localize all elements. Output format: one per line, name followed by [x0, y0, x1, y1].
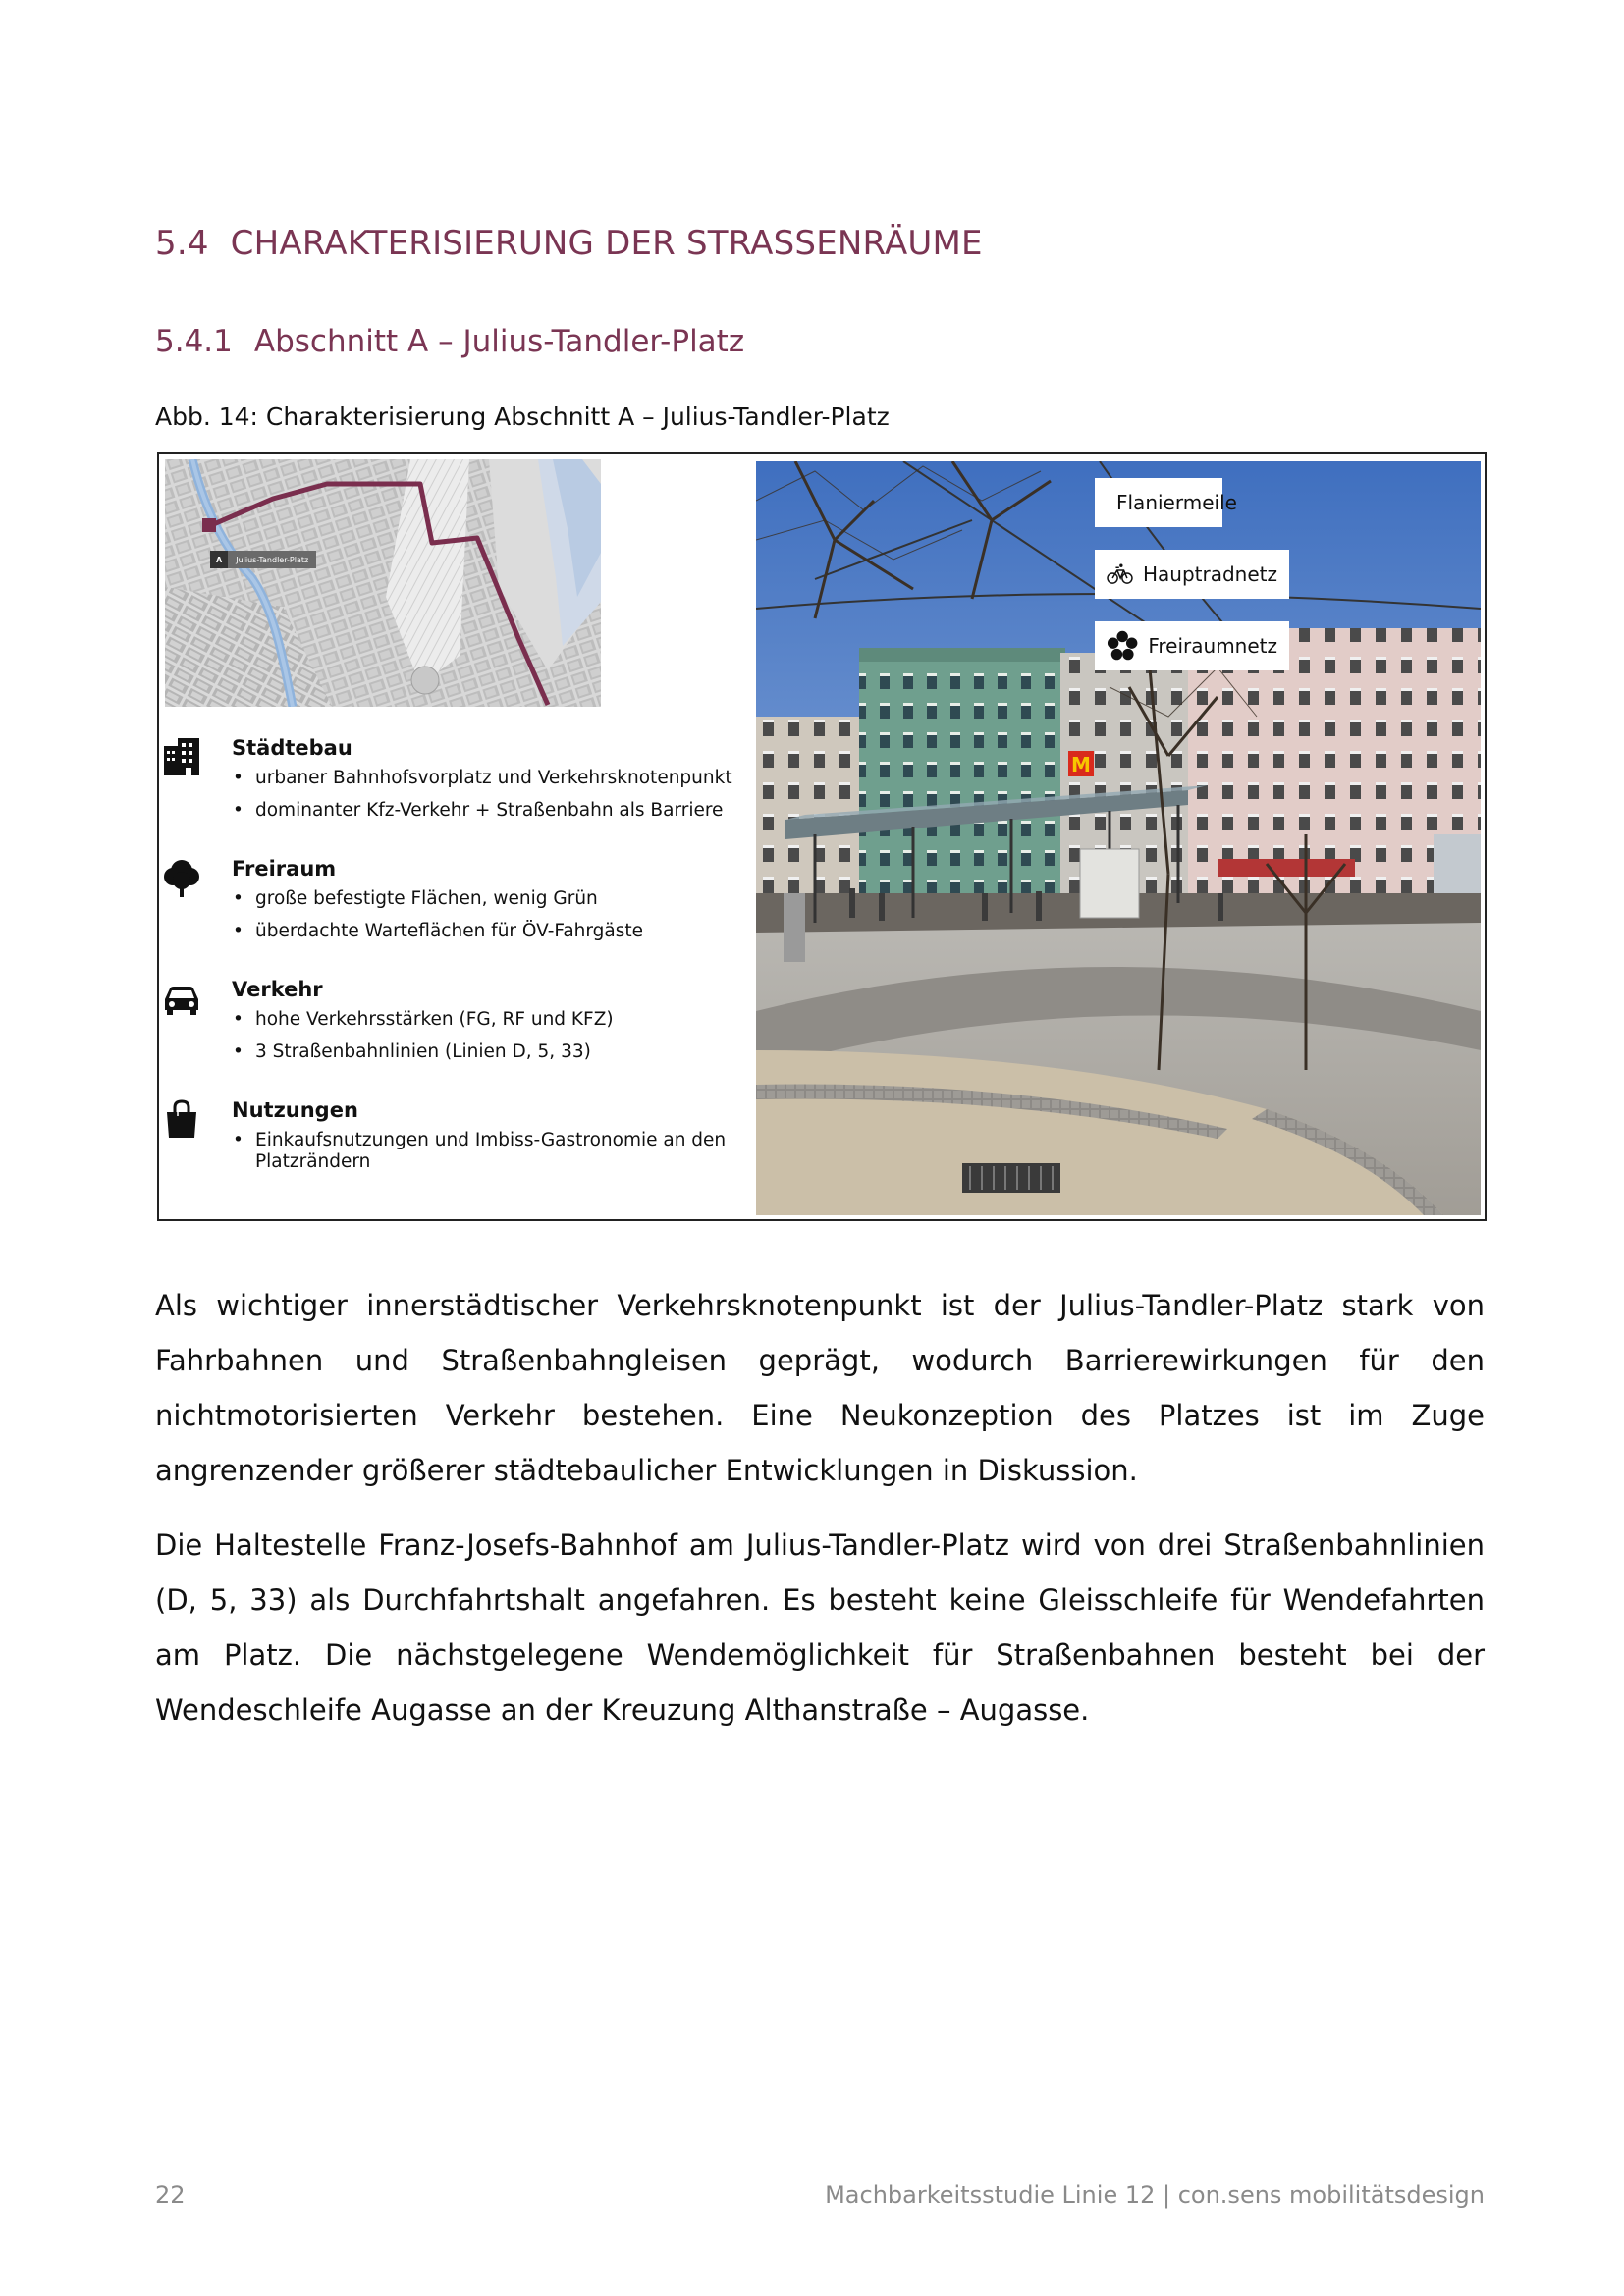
tag-label: Flaniermeile: [1116, 491, 1237, 514]
list-item: • dominanter Kfz-Verkehr + Straßenbahn als Barriere: [232, 800, 742, 822]
category-title: Städtebau: [232, 736, 352, 760]
footer-text: Machbarkeitsstudie Linie 12 | con.sens mobilitätsdesign: [825, 2181, 1485, 2209]
street-photo: [756, 461, 1481, 1215]
paragraph-2: Die Haltestelle Franz-Josefs-Bahnhof am Julius-Tandler-Platz wird von drei Straßenbahnlinien (D, 5, 33) als Durchfahrtshalt angefahren. Es besteht keine Gleisschleife für Wendefahrten am Platz. Die nächstgelegene Wendemöglichkeit für Straßenbahnen besteht bei der Wendeschleife Augasse an der Kreuzung Althanstraße – Augasse.: [155, 1528, 1485, 1727]
location-map: [165, 459, 601, 707]
section-heading: [155, 224, 983, 263]
map-graphic: [165, 459, 601, 707]
svg-text:M: M: [1071, 753, 1091, 776]
list-item: • 3 Straßenbahnlinien (Linien D, 5, 33): [232, 1041, 742, 1063]
category-title: Nutzungen: [232, 1098, 358, 1122]
tag-flaniermeile: [1095, 478, 1237, 527]
tag-freiraumnetz: [1095, 621, 1289, 670]
list-item: • große befestigte Flächen, wenig Grün: [232, 888, 742, 910]
figure: [157, 452, 1487, 1221]
subsection-title: Abschnitt A – Julius-Tandler-Platz: [253, 324, 745, 359]
tag-label: Hauptradnetz: [1142, 562, 1277, 586]
shopping-bag-icon: [161, 1098, 202, 1140]
list-item: • hohe Verkehrsstärken (FG, RF und KFZ): [232, 1009, 742, 1031]
figure-caption: Abb. 14: Charakterisierung Abschnitt A – Julius-Tandler-Platz: [155, 402, 890, 431]
list-item: • urbaner Bahnhofsvorplatz und Verkehrsknotenpunkt: [232, 768, 742, 789]
map-section-badge: A: [210, 551, 228, 568]
flower-icon: [1107, 629, 1138, 663]
subsection-heading: [155, 324, 744, 359]
map-location-label: [210, 551, 316, 568]
map-place-name: Julius-Tandler-Platz: [228, 551, 316, 568]
tree-icon: [161, 857, 202, 898]
paragraph-1: Als wichtiger innerstädtischer Verkehrsknotenpunkt ist der Julius-Tandler-Platz stark von Fahrbahnen und Straßenbahngleisen geprägt, wodurch Barrierewirkungen für den nichtmotorisierten Verkehr bestehen. Eine Neukonzeption des Platzes ist im Zuge angrenzender größerer städtebaulicher Entwicklungen in Diskussion.: [155, 1289, 1485, 1487]
category-title: Verkehr: [232, 978, 323, 1001]
bicycle-icon: [1107, 559, 1133, 590]
car-icon: [161, 978, 202, 1019]
subsection-number: 5.4.1: [155, 324, 233, 359]
buildings-icon: [161, 736, 202, 777]
category-list: [232, 768, 742, 832]
tag-label: Freiraumnetz: [1148, 634, 1277, 658]
category-list: [232, 888, 742, 953]
list-item: • Einkaufsnutzungen und Imbiss-Gastronomie an den Platzrändern: [232, 1130, 742, 1173]
category-title: Freiraum: [232, 857, 337, 881]
category-list: [232, 1009, 742, 1074]
page-number: 22: [155, 2181, 186, 2209]
section-title: CHARAKTERISIERUNG DER STRASSENRÄUME: [230, 224, 983, 263]
list-item: • überdachte Warteflächen für ÖV-Fahrgäste: [232, 921, 742, 942]
category-list: [232, 1130, 742, 1184]
tag-hauptradnetz: [1095, 550, 1289, 599]
section-number: 5.4: [155, 224, 209, 263]
